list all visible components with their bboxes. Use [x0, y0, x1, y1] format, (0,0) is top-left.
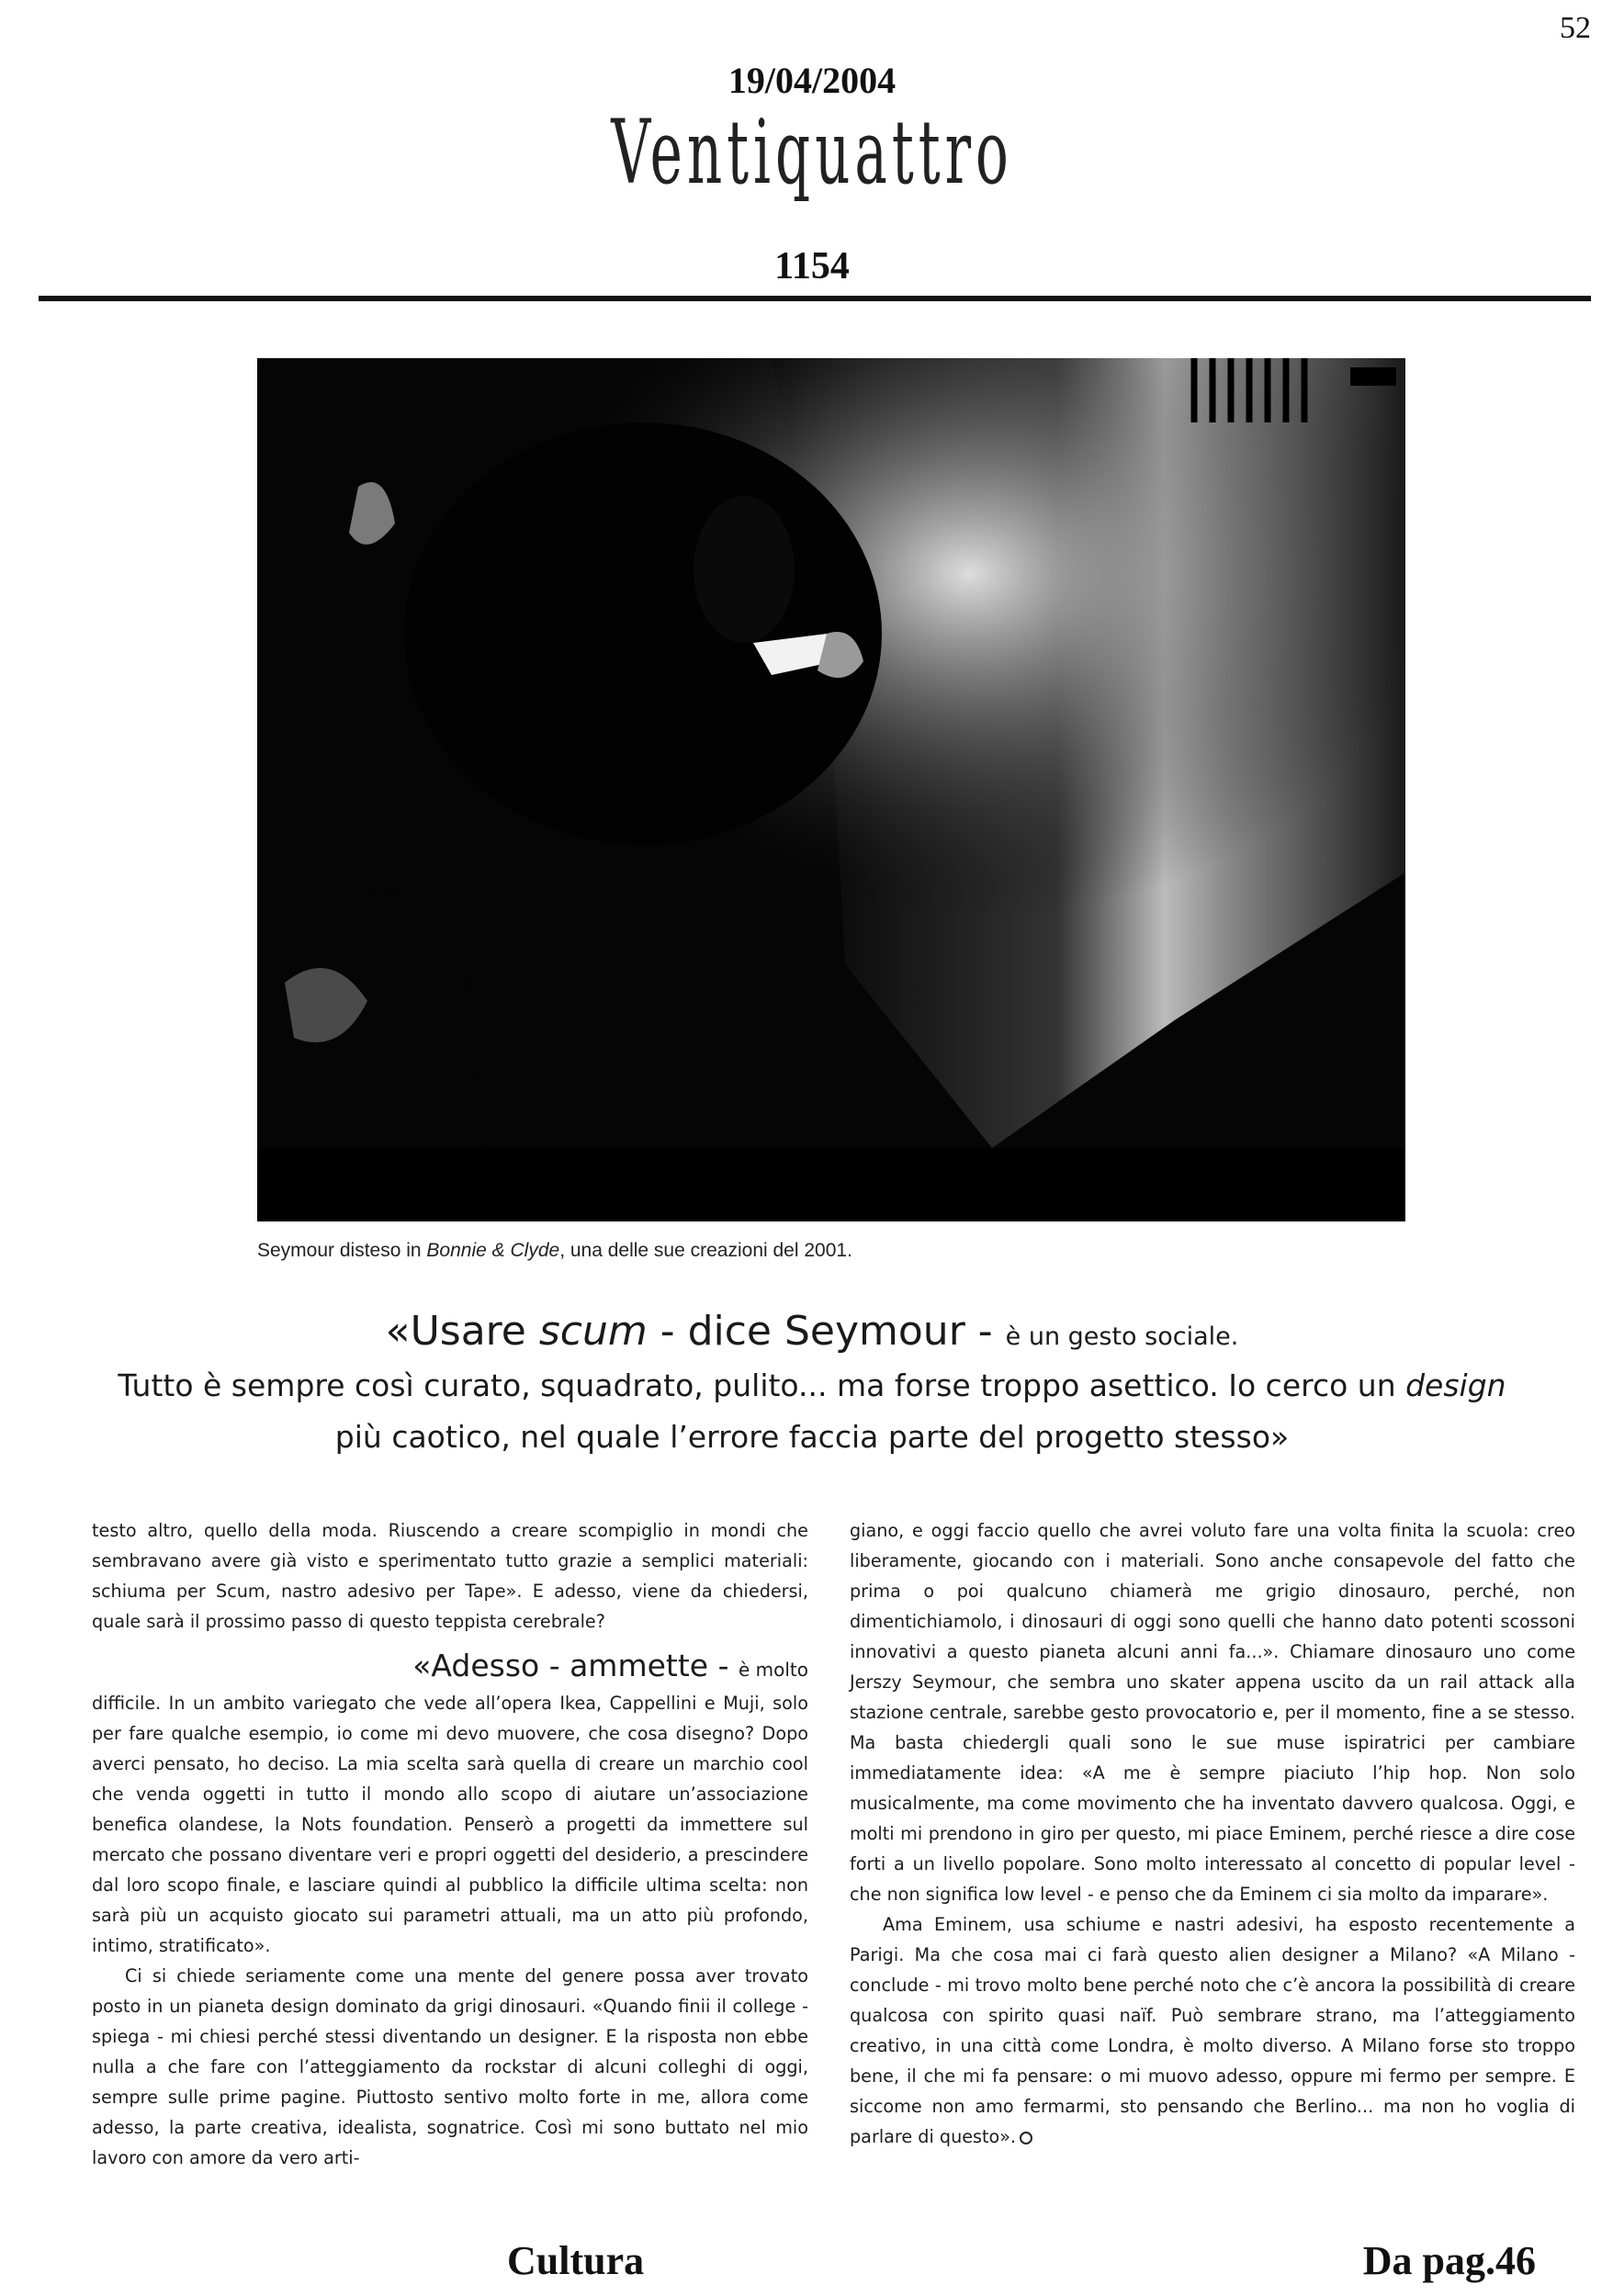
- header-divider: [39, 296, 1591, 301]
- article-paragraph-text: Ama Eminem, usa schiume e nastri adesivi, ha esposto recentemente a Parigi. Ma che cosa mai ci farà questo alien designer a Milano? «A Milano - conclude - mi trovo molto bene perché noto che c’è ancora la possibilità di creare qualcosa con spirito quasi naïf. Può sembrare strano, ma l’atteggiamento creativo, in una città come Londra, è molto diverso. A Milano forse sto troppo bene, il che mi fa pensare: o mi muovo adesso, oppure mi fermo per sempre. E siccome non amo fermarmi, sto pensando che Berlino... ma non ho voglia di parlare di questo».: [850, 1914, 1575, 2147]
- page-number: 52: [1560, 11, 1591, 45]
- lead-quote-small: è molto: [738, 1659, 808, 1681]
- pullquote-italic: scum: [538, 1308, 648, 1355]
- pullquote-line-1: [0, 1308, 1624, 1355]
- issue-date: 19/04/2004: [727, 60, 897, 101]
- photo-image: [257, 358, 1405, 1221]
- article-lead-quote: [92, 1648, 808, 1688]
- section-label: Cultura: [507, 2238, 645, 2283]
- caption-prefix: Seymour disteso in: [257, 1240, 427, 1261]
- issue-number: 1154: [774, 245, 850, 287]
- continued-from-label: Da pag.46: [1362, 2238, 1536, 2283]
- article-paragraph: Ci si chiede seriamente come una mente del genere possa aver trovato posto in un pianeta design dominato da grigi dinosauri. «Quando finii il college - spiega - mi chiesi perché stessi diventando un designer. E la risposta non ebbe nulla a che fare con l’atteggiamento da rockstar di alcuni colleghi di oggi, sempre sulle prime pagine. Piuttosto sentivo molto forte in me, allora come adesso, la parte creativa, idealista, sognatrice. Così mi sono buttato nel mio lavoro con amore da vero arti-: [92, 1965, 808, 2168]
- pullquote-text: Tutto è sempre così curato, squadrato, pulito... ma forse troppo asettico. Io cerco un: [118, 1367, 1406, 1403]
- article-column-right: [850, 1515, 1575, 2152]
- article-paragraph: difficile. In un ambito variegato che vede all’opera Ikea, Cappellini e Muji, solo per fare qualche esempio, io come mi devo muovere, che cosa disegno? Dopo averci pensato, ho deciso. La mia scelta sarà quella di creare un marchio cool che venda oggetti in tutto il mondo allo scopo di aiutare un’associazione benefica olandese, la Nots foundation. Penserò a progetti da immettere sul mercato che possano diventare veri e propri oggetti del desiderio, a prescindere dal loro scopo finale, e lasciare quindi al pubblico la difficile ultima scelta: non sarà più un acquisto giocato sui parametri attuali, ma un atto più profondo, intimo, stratificato».: [92, 1693, 808, 1956]
- article-paragraph: [850, 1909, 1575, 2152]
- pullquote-italic: design: [1405, 1367, 1506, 1403]
- pullquote-text: «Usare: [385, 1308, 539, 1355]
- pullquote-line-3: più caotico, nel quale l’errore faccia parte del progetto stesso»: [334, 1419, 1290, 1455]
- pullquote-text: è un gesto sociale.: [1005, 1322, 1239, 1351]
- publication-logo: Ventiquattro: [611, 101, 1013, 204]
- caption-title: Bonnie & Clyde: [426, 1240, 560, 1261]
- lead-quote-text: «Adesso - ammette -: [412, 1648, 739, 1683]
- article-column-left: [92, 1515, 808, 2173]
- photo-caption: [257, 1240, 1405, 1262]
- article-photo: [257, 358, 1405, 1221]
- pullquote-text: - dice Seymour -: [647, 1308, 1006, 1355]
- article-paragraph: testo altro, quello della moda. Riuscendo a creare scompiglio in mondi che sembravano avere già visto e sperimentato tutto grazie a semplici materiali: schiuma per Scum, nastro adesivo per Tape». E adesso, viene da chiedersi, quale sarà il prossimo passo di questo teppista cerebrale?: [92, 1520, 808, 1632]
- pullquote-line-2: [0, 1367, 1624, 1403]
- article-paragraph: giano, e oggi faccio quello che avrei voluto fare una volta finita la scuola: creo liberamente, giocando con i materiali. Sono anche consapevole del fatto che prima o poi qualcuno chiamerà me grigio dinosauro, perché, non dimentichiamolo, i dinosauri di oggi sono quelli che hanno dato potenti scossoni innovativi a questo pianeta alcuni anni fa...». Chiamare dinosauro uno come Jerszy Seymour, che sembra uno skater appena uscito da un rail attack alla stazione centrale, sarebbe gesto provocatorio e, per il momento, fine a se stesso. Ma basta chiedergli quali sono le sue muse ispiratrici per cambiare immediatamente idea: «A me è sempre piaciuto l’hip hop. Non solo musicalmente, ma come movimento che ha inventato davvero qualcosa. Oggi, e molti mi prendono in giro per questo, mi piace Eminem, perché riesce a dire cose forti a un livello popolare. Sono molto interessato al concetto di popular level - che non significa low level - e penso che da Eminem ci sia molto da imparare».: [850, 1520, 1575, 1905]
- caption-suffix: , una delle sue creazioni del 2001.: [559, 1240, 852, 1261]
- end-of-article-icon: [1020, 2132, 1032, 2144]
